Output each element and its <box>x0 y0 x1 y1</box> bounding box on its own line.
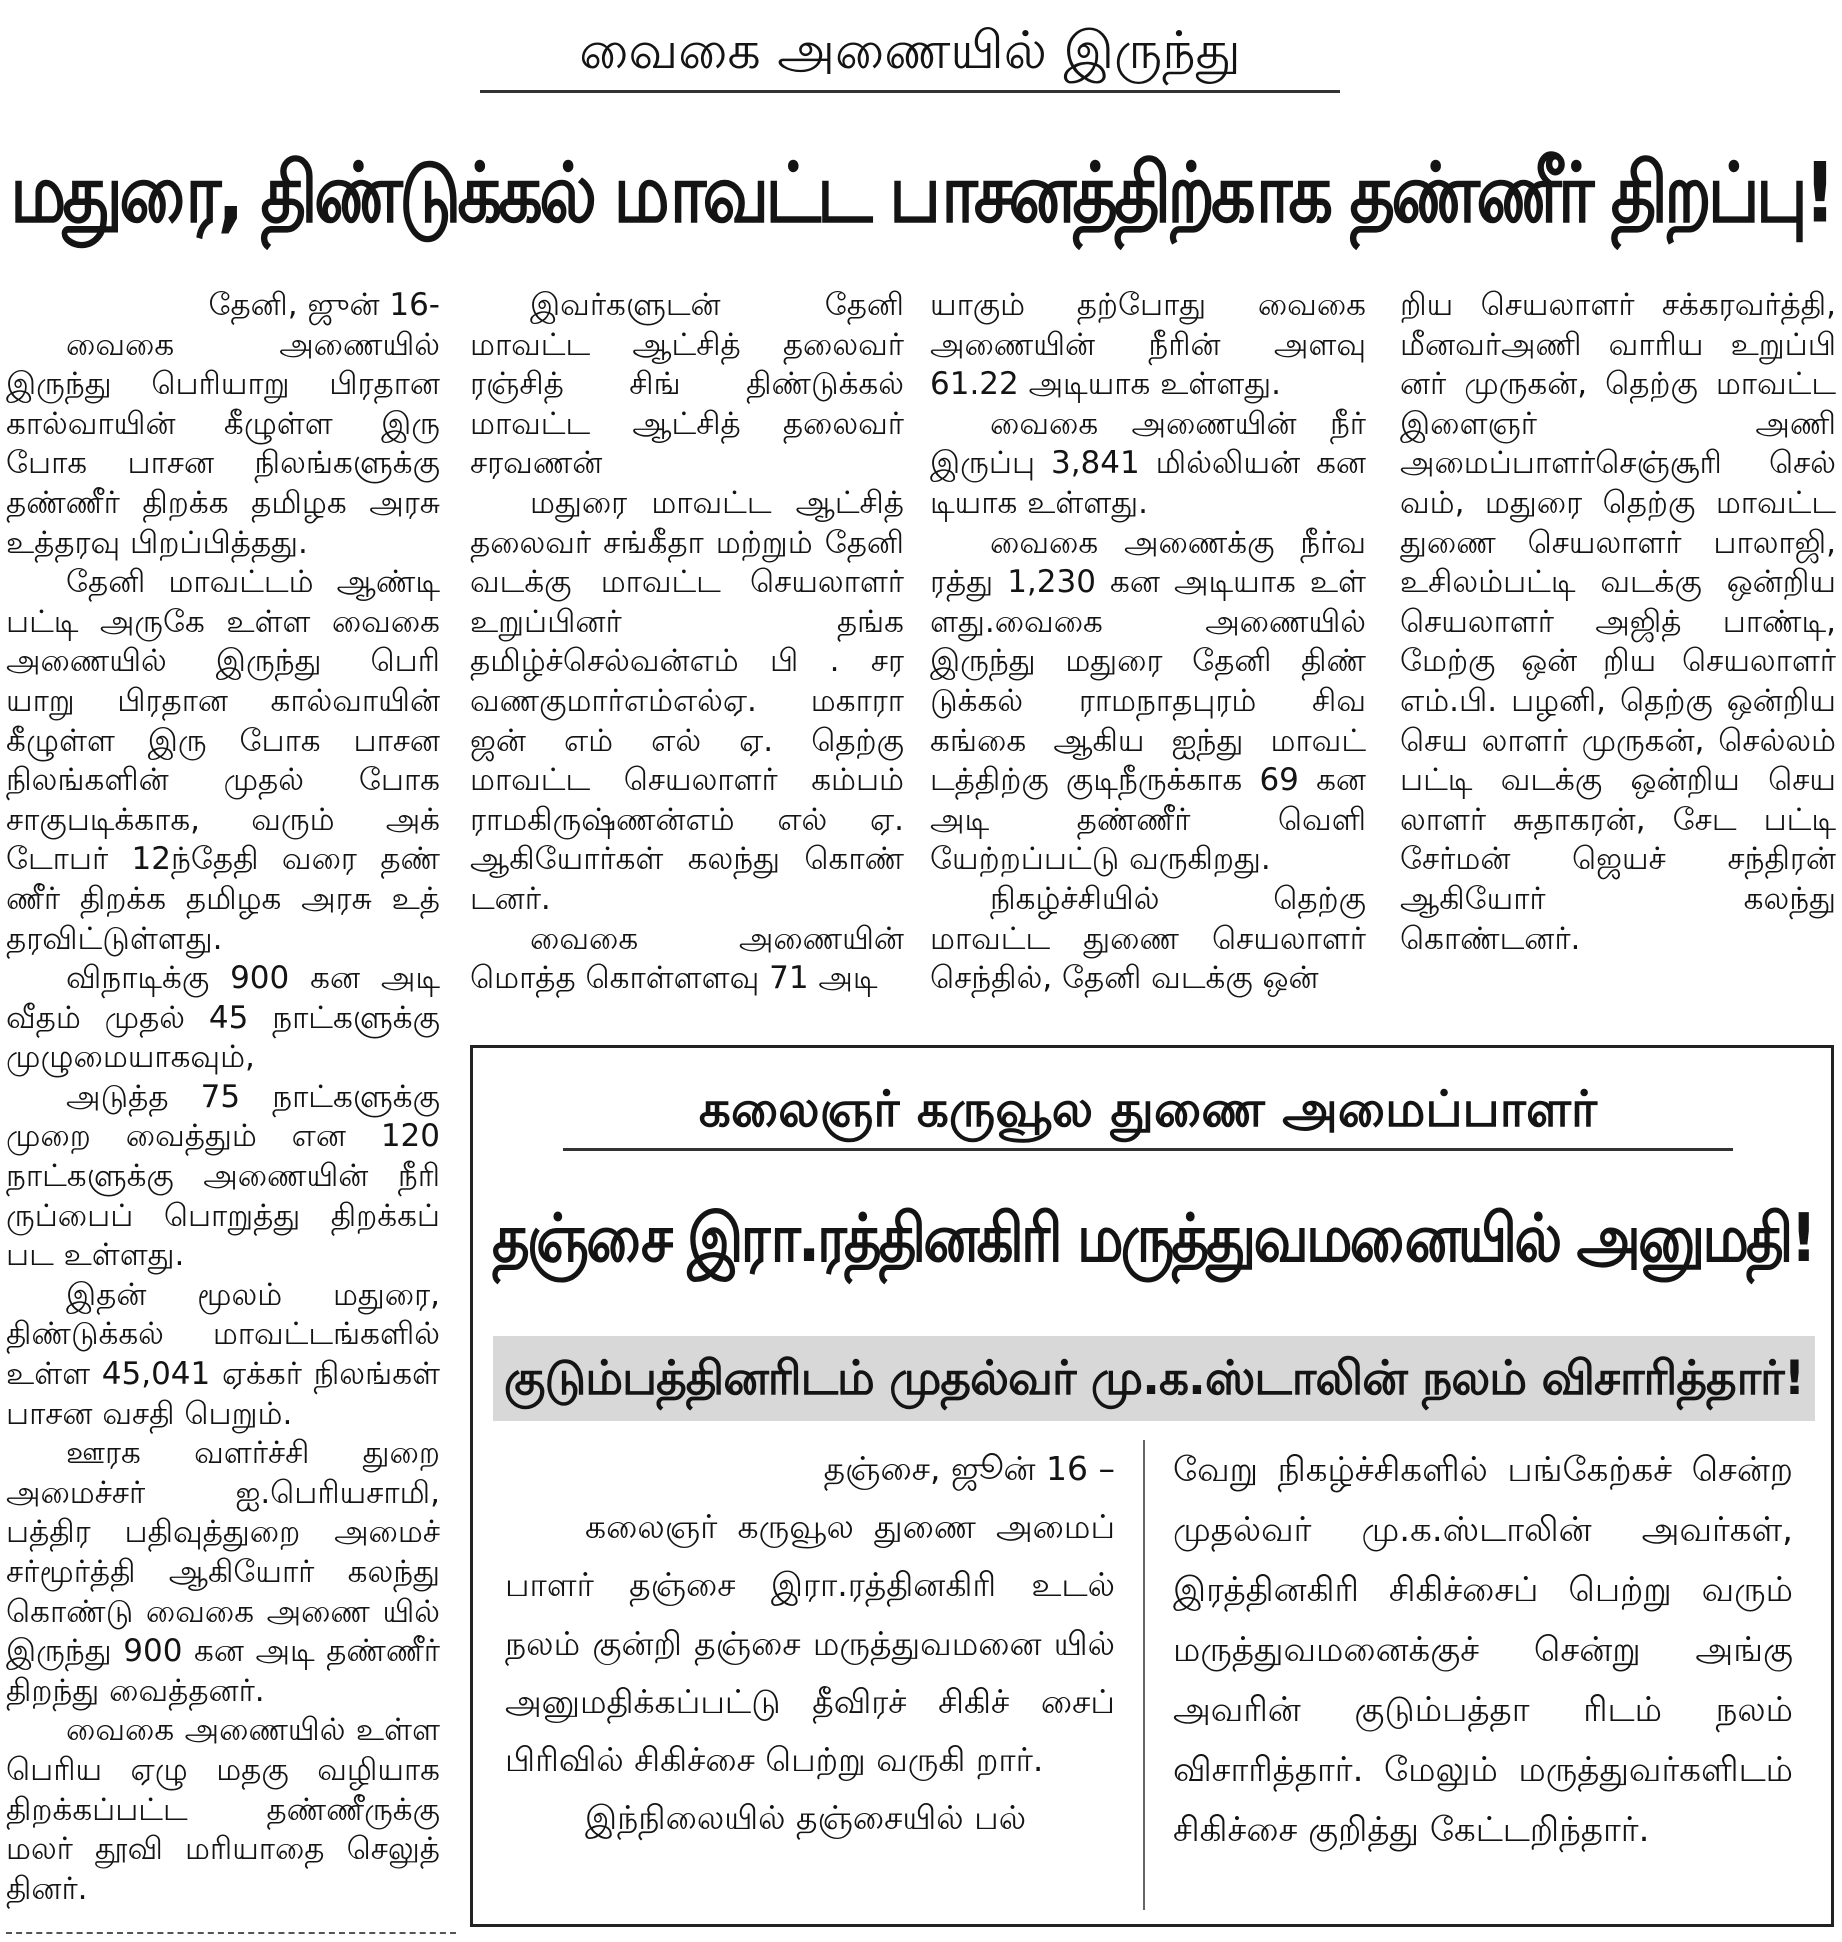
article-headline: மதுரை, திண்டுக்கல் மாவட்ட பாசனத்திற்காக தண்ணீர் திறப்பு! <box>10 144 1832 242</box>
paragraph: ஊரக வளர்ச்சி துறை அமைச்சர் ஐ.பெரியசாமி, பத்திர பதிவுத்துறை அமைச் சர்மூர்த்தி ஆகியோர் கலந்து கொண்டு வைகை அணை யில் இருந்து 900 கன அடி தண்ணீர் திறந்து வைத்தனர். <box>6 1435 440 1709</box>
boxed-article-kicker: கலைஞர் கருவூல துணை அமைப்பாளர் <box>563 1070 1733 1151</box>
paragraph: கலைஞர் கருவூல துணை அமைப் பாளர் தஞ்சை இரா.ரத்தினகிரி உடல் நலம் குன்றி தஞ்சை மருத்துவமனை யில் அனுமதிக்கப்பட்டு தீவிரச் சிகிச் சைப் பிரிவில் சிகிச்சை பெற்று வருகி றார். <box>505 1507 1115 1780</box>
boxed-article-subhead: குடும்பத்தினரிடம் முதல்வர் மு.க.ஸ்டாலின் நலம் விசாரித்தார்! <box>493 1336 1815 1421</box>
boxed-article-headline: தஞ்சை இரா.ரத்தினகிரி மருத்துவமனையில் அனுமதி! <box>491 1198 1815 1278</box>
boxed-article-column-1 <box>505 1440 1115 1910</box>
article-column-2 <box>470 286 904 998</box>
paragraph: வைகை அணையில் உள்ள பெரிய ஏழு மதகு வழியாக திறக்கப்பட்ட தண்ணீருக்கு மலர் தூவி மரியாதை செலுத் தினர். <box>6 1712 440 1907</box>
paragraph: இந்நிலையில் தஞ்சையில் பல் <box>585 1798 1027 1838</box>
paragraph: வைகை அணையின் நீர் இருப்பு 3,841 மில்லியன் கன டியாக உள்ளது. <box>930 405 1366 521</box>
article-kicker: வைகை அணையில் இருந்து <box>480 12 1340 93</box>
article-column-1 <box>6 286 440 1926</box>
boxed-article-column-2 <box>1173 1440 1793 1910</box>
column-end-rule <box>6 1932 456 1934</box>
paragraph: யாகும் தற்போது வைகை அணையின் நீரின் அளவு 61.22 அடியாக உள்ளது. <box>930 287 1366 403</box>
paragraph: இதன் மூலம் மதுரை, திண்டுக்கல் மாவட்டங்களில் உள்ள 45,041 ஏக்கர் நிலங்கள் பாசன வசதி பெறும். <box>6 1276 440 1432</box>
column-divider <box>1143 1440 1145 1910</box>
paragraph: தேனி மாவட்டம் ஆண்டி பட்டி அருகே உள்ள வைகை அணையில் இருந்து பெரி யாறு பிரதான கால்வாயின் கீழுள்ள இரு போக பாசன நிலங்களின் முதல் போக சாகுபடிக்காக, வரும் அக் டோபர் 12ந்தேதி வரை தண் ணீர் திறக்க தமிழக அரசு உத் தரவிட்டுள்ளது. <box>6 564 440 957</box>
paragraph: அடுத்த 75 நாட்களுக்கு முறை வைத்தும் என 120 நாட்களுக்கு அணையின் நீரி ருப்பைப் பொறுத்து திறக்கப் பட உள்ளது. <box>6 1078 440 1274</box>
paragraph: இவர்களுடன் தேனி மாவட்ட ஆட்சித் தலைவர் ரஞ்சித் சிங் திண்டுக்கல் மாவட்ட ஆட்சித் தலைவர் சரவணன் <box>470 287 904 482</box>
paragraph: விநாடிக்கு 900 கன அடி வீதம் முதல் 45 நாட்களுக்கு முழுமையாகவும், <box>6 960 440 1076</box>
paragraph: வைகை அணையின் மொத்த கொள்ளளவு 71 அடி <box>470 920 904 997</box>
paragraph: வைகை அணைக்கு நீர்வ ரத்து 1,230 கன அடியாக உள் ளது.வைகை அணையில் இருந்து மதுரை தேனி திண் டுக்கல் ராமநாதபுரம் சிவ கங்கை ஆகிய ஐந்து மாவட் டத்திற்கு குடிநீருக்காக 69 கன அடி தண்ணீர் வெளி யேற்றப்பட்டு வருகிறது. <box>930 524 1366 878</box>
paragraph: றிய செயலாளர் சக்கரவர்த்தி, மீனவர்அணி வாரிய உறுப்பி னர் முருகன், தெற்கு மாவட்ட இளைஞர் அணி அமைப்பாளர்செஞ்சூரி செல் வம், மதுரை தெற்கு மாவட்ட துணை செயலாளர் பாலாஜி, உசிலம்பட்டி வடக்கு ஒன்றிய செயலாளர் அஜித் பாண்டி, மேற்கு ஒன் றிய செயலாளர் எம்.பி. பழனி, தெற்கு ஒன்றிய செய லாளர் முருகன், செல்லம் பட்டி வடக்கு ஒன்றிய செய லாளர் சுதாகரன், சேட பட்டி சேர்மன் ஜெயச் சந்திரன் ஆகியோர் கலந்து கொண்டனர். <box>1400 287 1836 957</box>
article-dateline: தேனி, ஜுன் 16- <box>208 287 440 323</box>
boxed-article <box>470 1045 1834 1927</box>
article-column-3 <box>930 286 1366 998</box>
paragraph: வேறு நிகழ்ச்சிகளில் பங்கேற்கச் சென்ற முதல்வர் மு.க.ஸ்டாலின் அவர்கள், இரத்தினகிரி சிகிச்சைப் பெற்று வரும் மருத்துவமனைக்குச் சென்று அங்கு அவரின் குடும்பத்தா ரிடம் நலம் விசாரித்தார். மேலும் மருத்துவர்களிடம் சிகிச்சை குறித்து கேட்டறிந்தார். <box>1173 1450 1793 1850</box>
paragraph: நிகழ்ச்சியில் தெற்கு மாவட்ட துணை செயலாளர் செந்தில், தேனி வடக்கு ஒன் <box>930 880 1366 997</box>
boxed-article-dateline: தஞ்சை, ஜூன் 16 – <box>823 1449 1115 1488</box>
paragraph: மதுரை மாவட்ட ஆட்சித் தலைவர் சங்கீதா மற்றும் தேனி வடக்கு மாவட்ட செயலாளர் உறுப்பினர் தங்க தமிழ்ச்செல்வன்எம் பி . சர வணகுமார்எம்எல்ஏ. மகாரா ஜன் எம் எல் ஏ. தெற்கு மாவட்ட செயலாளர் கம்பம் ராமகிருஷ்ணன்எம் எல் ஏ. ஆகியோர்கள் கலந்து கொண் டனர். <box>470 484 904 917</box>
paragraph: வைகை அணையில் இருந்து பெரியாறு பிரதான கால்வாயின் கீழுள்ள இரு போக பாசன நிலங்களுக்கு தண்ணீர் திறக்க தமிழக அரசு உத்தரவு பிறப்பித்தது. <box>6 326 440 561</box>
article-column-4 <box>1400 286 1836 998</box>
